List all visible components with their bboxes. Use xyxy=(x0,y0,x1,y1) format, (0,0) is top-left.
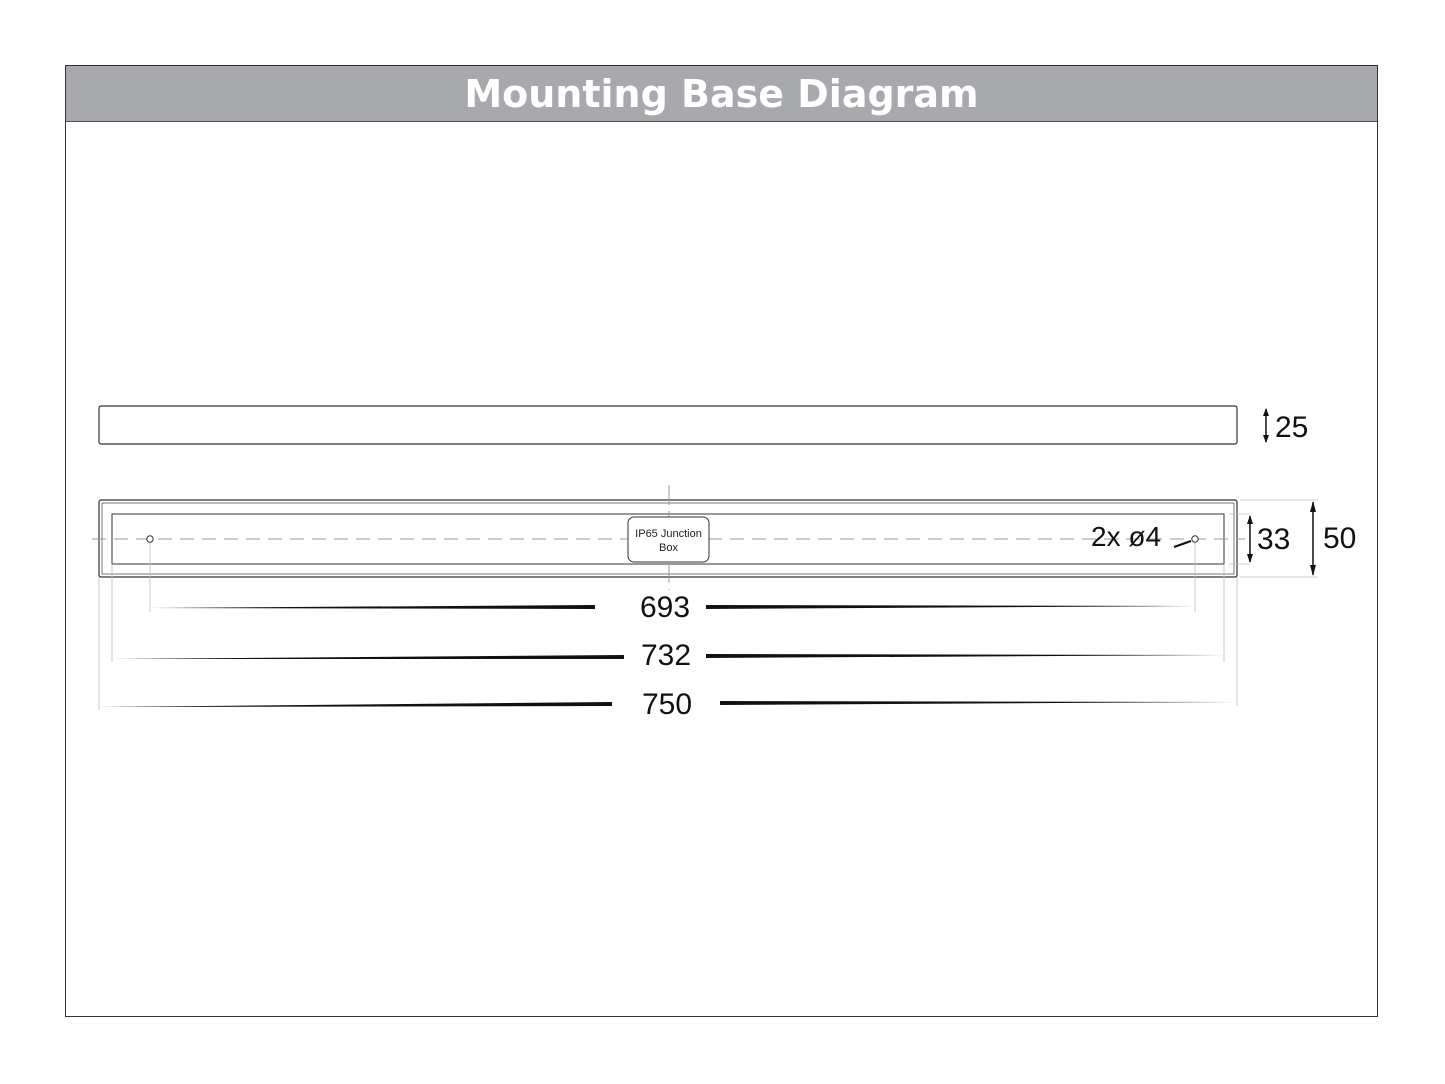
inner-length-label: 732 xyxy=(640,639,692,672)
junction-box-label-line2: Box xyxy=(659,542,678,554)
side-height-label: 25 xyxy=(1275,411,1309,444)
side-height-dimension xyxy=(1263,408,1308,444)
outer-length-dimension xyxy=(99,688,1237,721)
junction-box xyxy=(628,517,709,562)
outer-length-label: 750 xyxy=(641,688,693,721)
hole-spacing-label: 693 xyxy=(639,591,691,624)
holes-label: 2x ø4 xyxy=(1091,521,1162,552)
inner-length-dimension xyxy=(112,639,1224,672)
inner-height-label: 33 xyxy=(1257,523,1291,556)
side-view-outline xyxy=(99,406,1237,444)
outer-height-label: 50 xyxy=(1323,522,1357,555)
mounting-hole-right xyxy=(1192,536,1198,542)
hole-spacing-dimension xyxy=(150,591,1195,624)
junction-box-label-line1: IP65 Junction xyxy=(635,528,702,540)
page-title: Mounting Base Diagram xyxy=(464,71,979,116)
mounting-hole-left xyxy=(147,536,153,542)
